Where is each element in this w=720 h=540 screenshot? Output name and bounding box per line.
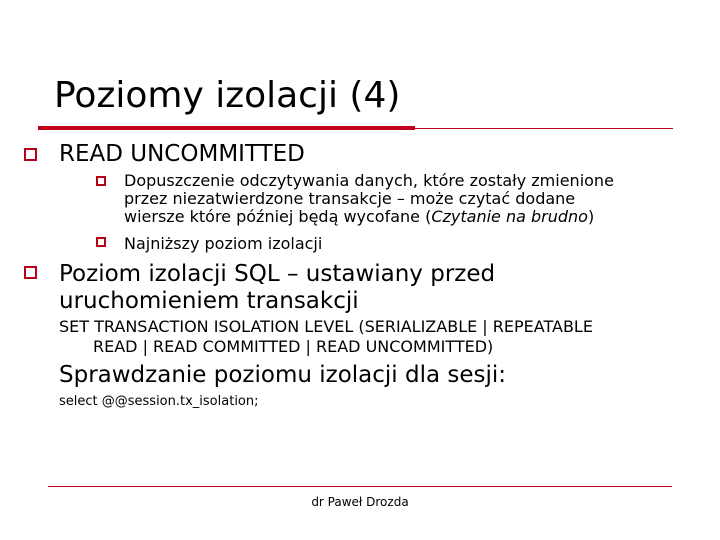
square-bullet-icon: [96, 176, 106, 186]
title-underline-thick: [38, 126, 415, 130]
footer-rule: [48, 486, 672, 487]
square-bullet-icon: [24, 266, 37, 279]
session-query: select @@session.tx_isolation;: [59, 394, 259, 409]
footer-author: dr Paweł Drozda: [311, 495, 409, 509]
sub-bullet-dirty-read: [124, 172, 614, 226]
square-bullet-icon: [96, 237, 106, 247]
sub-bullet-line-3: wiersze które później będą wycofane (Czytanie na brudno): [124, 207, 595, 226]
bullet-sql-isolation: [59, 261, 495, 315]
square-bullet-icon: [24, 148, 37, 161]
slide-title: Poziomy izolacji (4): [54, 75, 401, 116]
sql-line-2: READ | READ COMMITTED | READ UNCOMMITTED): [93, 337, 494, 356]
check-session-heading: Sprawdzanie poziomu izolacji dla sesji:: [59, 362, 507, 388]
sub-bullet-line-2: przez niezatwierdzone transakcje – może czytać dodane: [124, 189, 576, 208]
bullet-line-1: Poziom izolacji SQL – ustawiany przed: [59, 261, 496, 287]
bullet-read-uncommitted: READ UNCOMMITTED: [59, 141, 305, 167]
dirty-read-term: Czytanie na brudno: [431, 207, 588, 226]
sql-line-1: SET TRANSACTION ISOLATION LEVEL (SERIALIZABLE | REPEATABLE: [59, 317, 593, 336]
title-underline-thin: [415, 128, 673, 129]
sub-bullet-line-1: Dopuszczenie odczytywania danych, które zostały zmienione: [124, 171, 614, 190]
sub-bullet-lowest-level: Najniższy poziom izolacji: [124, 234, 323, 253]
bullet-line-2: uruchomieniem transakcji: [59, 288, 359, 314]
sql-set-transaction: [59, 317, 593, 357]
